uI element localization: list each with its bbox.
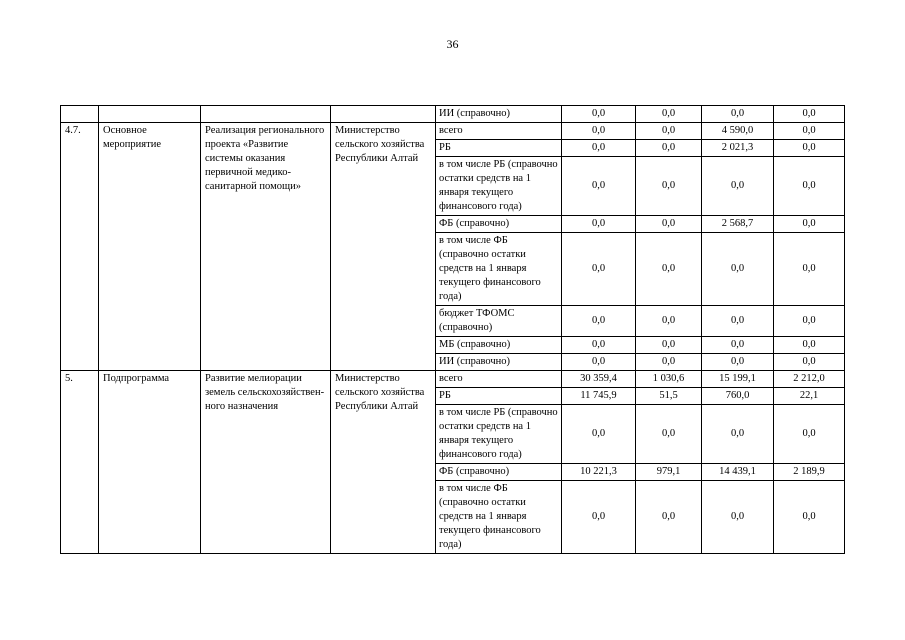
value-cell: 14 439,1 bbox=[702, 464, 774, 481]
value-cell: 0,0 bbox=[636, 140, 702, 157]
value-cell: 0,0 bbox=[636, 306, 702, 337]
executor-cell: Министерство сельского хозяйства Республики Алтай bbox=[331, 371, 436, 554]
value-cell: 0,0 bbox=[562, 106, 636, 123]
funding-source-cell: ИИ (справочно) bbox=[436, 354, 562, 371]
value-cell: 0,0 bbox=[702, 233, 774, 306]
value-cell: 2 021,3 bbox=[702, 140, 774, 157]
value-cell: 0,0 bbox=[562, 123, 636, 140]
table-row bbox=[61, 371, 845, 388]
value-cell: 0,0 bbox=[562, 216, 636, 233]
item-number-cell: 4.7. bbox=[61, 123, 99, 371]
value-cell: 11 745,9 bbox=[562, 388, 636, 405]
funding-source-cell: в том числе РБ (справочно остатки средств на 1 января текущего финансового года) bbox=[436, 405, 562, 464]
value-cell: 4 590,0 bbox=[702, 123, 774, 140]
funding-source-cell: бюджет ТФОМС (справочно) bbox=[436, 306, 562, 337]
value-cell: 2 189,9 bbox=[774, 464, 845, 481]
value-cell: 0,0 bbox=[636, 123, 702, 140]
value-cell: 0,0 bbox=[562, 140, 636, 157]
value-cell: 0,0 bbox=[562, 481, 636, 554]
value-cell: 15 199,1 bbox=[702, 371, 774, 388]
value-cell: 0,0 bbox=[636, 481, 702, 554]
value-cell: 0,0 bbox=[702, 481, 774, 554]
value-cell: 10 221,3 bbox=[562, 464, 636, 481]
value-cell: 0,0 bbox=[562, 306, 636, 337]
value-cell: 2 212,0 bbox=[774, 371, 845, 388]
funding-source-cell: РБ bbox=[436, 388, 562, 405]
value-cell: 0,0 bbox=[774, 354, 845, 371]
value-cell: 0,0 bbox=[636, 405, 702, 464]
value-cell: 0,0 bbox=[562, 354, 636, 371]
empty-cell bbox=[331, 106, 436, 123]
funding-source-cell: ФБ (справочно) bbox=[436, 216, 562, 233]
funding-source-cell: в том числе РБ (справочно остатки средств на 1 января текущего финансового года) bbox=[436, 157, 562, 216]
value-cell: 2 568,7 bbox=[702, 216, 774, 233]
funding-source-cell: всего bbox=[436, 123, 562, 140]
value-cell: 0,0 bbox=[562, 405, 636, 464]
value-cell: 0,0 bbox=[774, 337, 845, 354]
value-cell: 51,5 bbox=[636, 388, 702, 405]
funding-source-cell: МБ (справочно) bbox=[436, 337, 562, 354]
value-cell: 0,0 bbox=[774, 216, 845, 233]
value-cell: 760,0 bbox=[702, 388, 774, 405]
value-cell: 0,0 bbox=[636, 106, 702, 123]
value-cell: 0,0 bbox=[636, 216, 702, 233]
table-row bbox=[61, 123, 845, 140]
value-cell: 0,0 bbox=[636, 354, 702, 371]
funding-source-cell: РБ bbox=[436, 140, 562, 157]
budget-table bbox=[60, 105, 845, 554]
funding-source-cell: ИИ (справочно) bbox=[436, 106, 562, 123]
item-name-cell: Развитие мелиорации земель сельскохозяйствен-ного назначения bbox=[201, 371, 331, 554]
empty-cell bbox=[61, 106, 99, 123]
value-cell: 30 359,4 bbox=[562, 371, 636, 388]
funding-source-cell: в том числе ФБ (справочно остатки средств на 1 января текущего финансового года) bbox=[436, 233, 562, 306]
value-cell: 0,0 bbox=[702, 157, 774, 216]
value-cell: 0,0 bbox=[562, 233, 636, 306]
value-cell: 0,0 bbox=[774, 157, 845, 216]
value-cell: 0,0 bbox=[702, 354, 774, 371]
value-cell: 0,0 bbox=[702, 405, 774, 464]
value-cell: 0,0 bbox=[702, 306, 774, 337]
table-row-continuation bbox=[61, 106, 845, 123]
value-cell: 0,0 bbox=[774, 405, 845, 464]
funding-source-cell: всего bbox=[436, 371, 562, 388]
funding-source-cell: ФБ (справочно) bbox=[436, 464, 562, 481]
item-name-cell: Реализация регионального проекта «Развитие системы оказания первичной медико-санитарной помощи» bbox=[201, 123, 331, 371]
item-number-cell: 5. bbox=[61, 371, 99, 554]
value-cell: 0,0 bbox=[636, 233, 702, 306]
value-cell: 0,0 bbox=[636, 157, 702, 216]
value-cell: 0,0 bbox=[636, 337, 702, 354]
value-cell: 0,0 bbox=[774, 233, 845, 306]
value-cell: 979,1 bbox=[636, 464, 702, 481]
value-cell: 1 030,6 bbox=[636, 371, 702, 388]
value-cell: 0,0 bbox=[774, 123, 845, 140]
empty-cell bbox=[201, 106, 331, 123]
value-cell: 22,1 bbox=[774, 388, 845, 405]
value-cell: 0,0 bbox=[774, 106, 845, 123]
value-cell: 0,0 bbox=[774, 140, 845, 157]
budget-table-body bbox=[61, 106, 845, 554]
empty-cell bbox=[99, 106, 201, 123]
value-cell: 0,0 bbox=[702, 106, 774, 123]
page-number: 36 bbox=[446, 37, 459, 51]
value-cell: 0,0 bbox=[702, 337, 774, 354]
executor-cell: Министерство сельского хозяйства Республики Алтай bbox=[331, 123, 436, 371]
value-cell: 0,0 bbox=[562, 337, 636, 354]
value-cell: 0,0 bbox=[774, 306, 845, 337]
value-cell: 0,0 bbox=[774, 481, 845, 554]
item-type-cell: Подпрограмма bbox=[99, 371, 201, 554]
funding-source-cell: в том числе ФБ (справочно остатки средств на 1 января текущего финансового года) bbox=[436, 481, 562, 554]
value-cell: 0,0 bbox=[562, 157, 636, 216]
item-type-cell: Основное мероприятие bbox=[99, 123, 201, 371]
